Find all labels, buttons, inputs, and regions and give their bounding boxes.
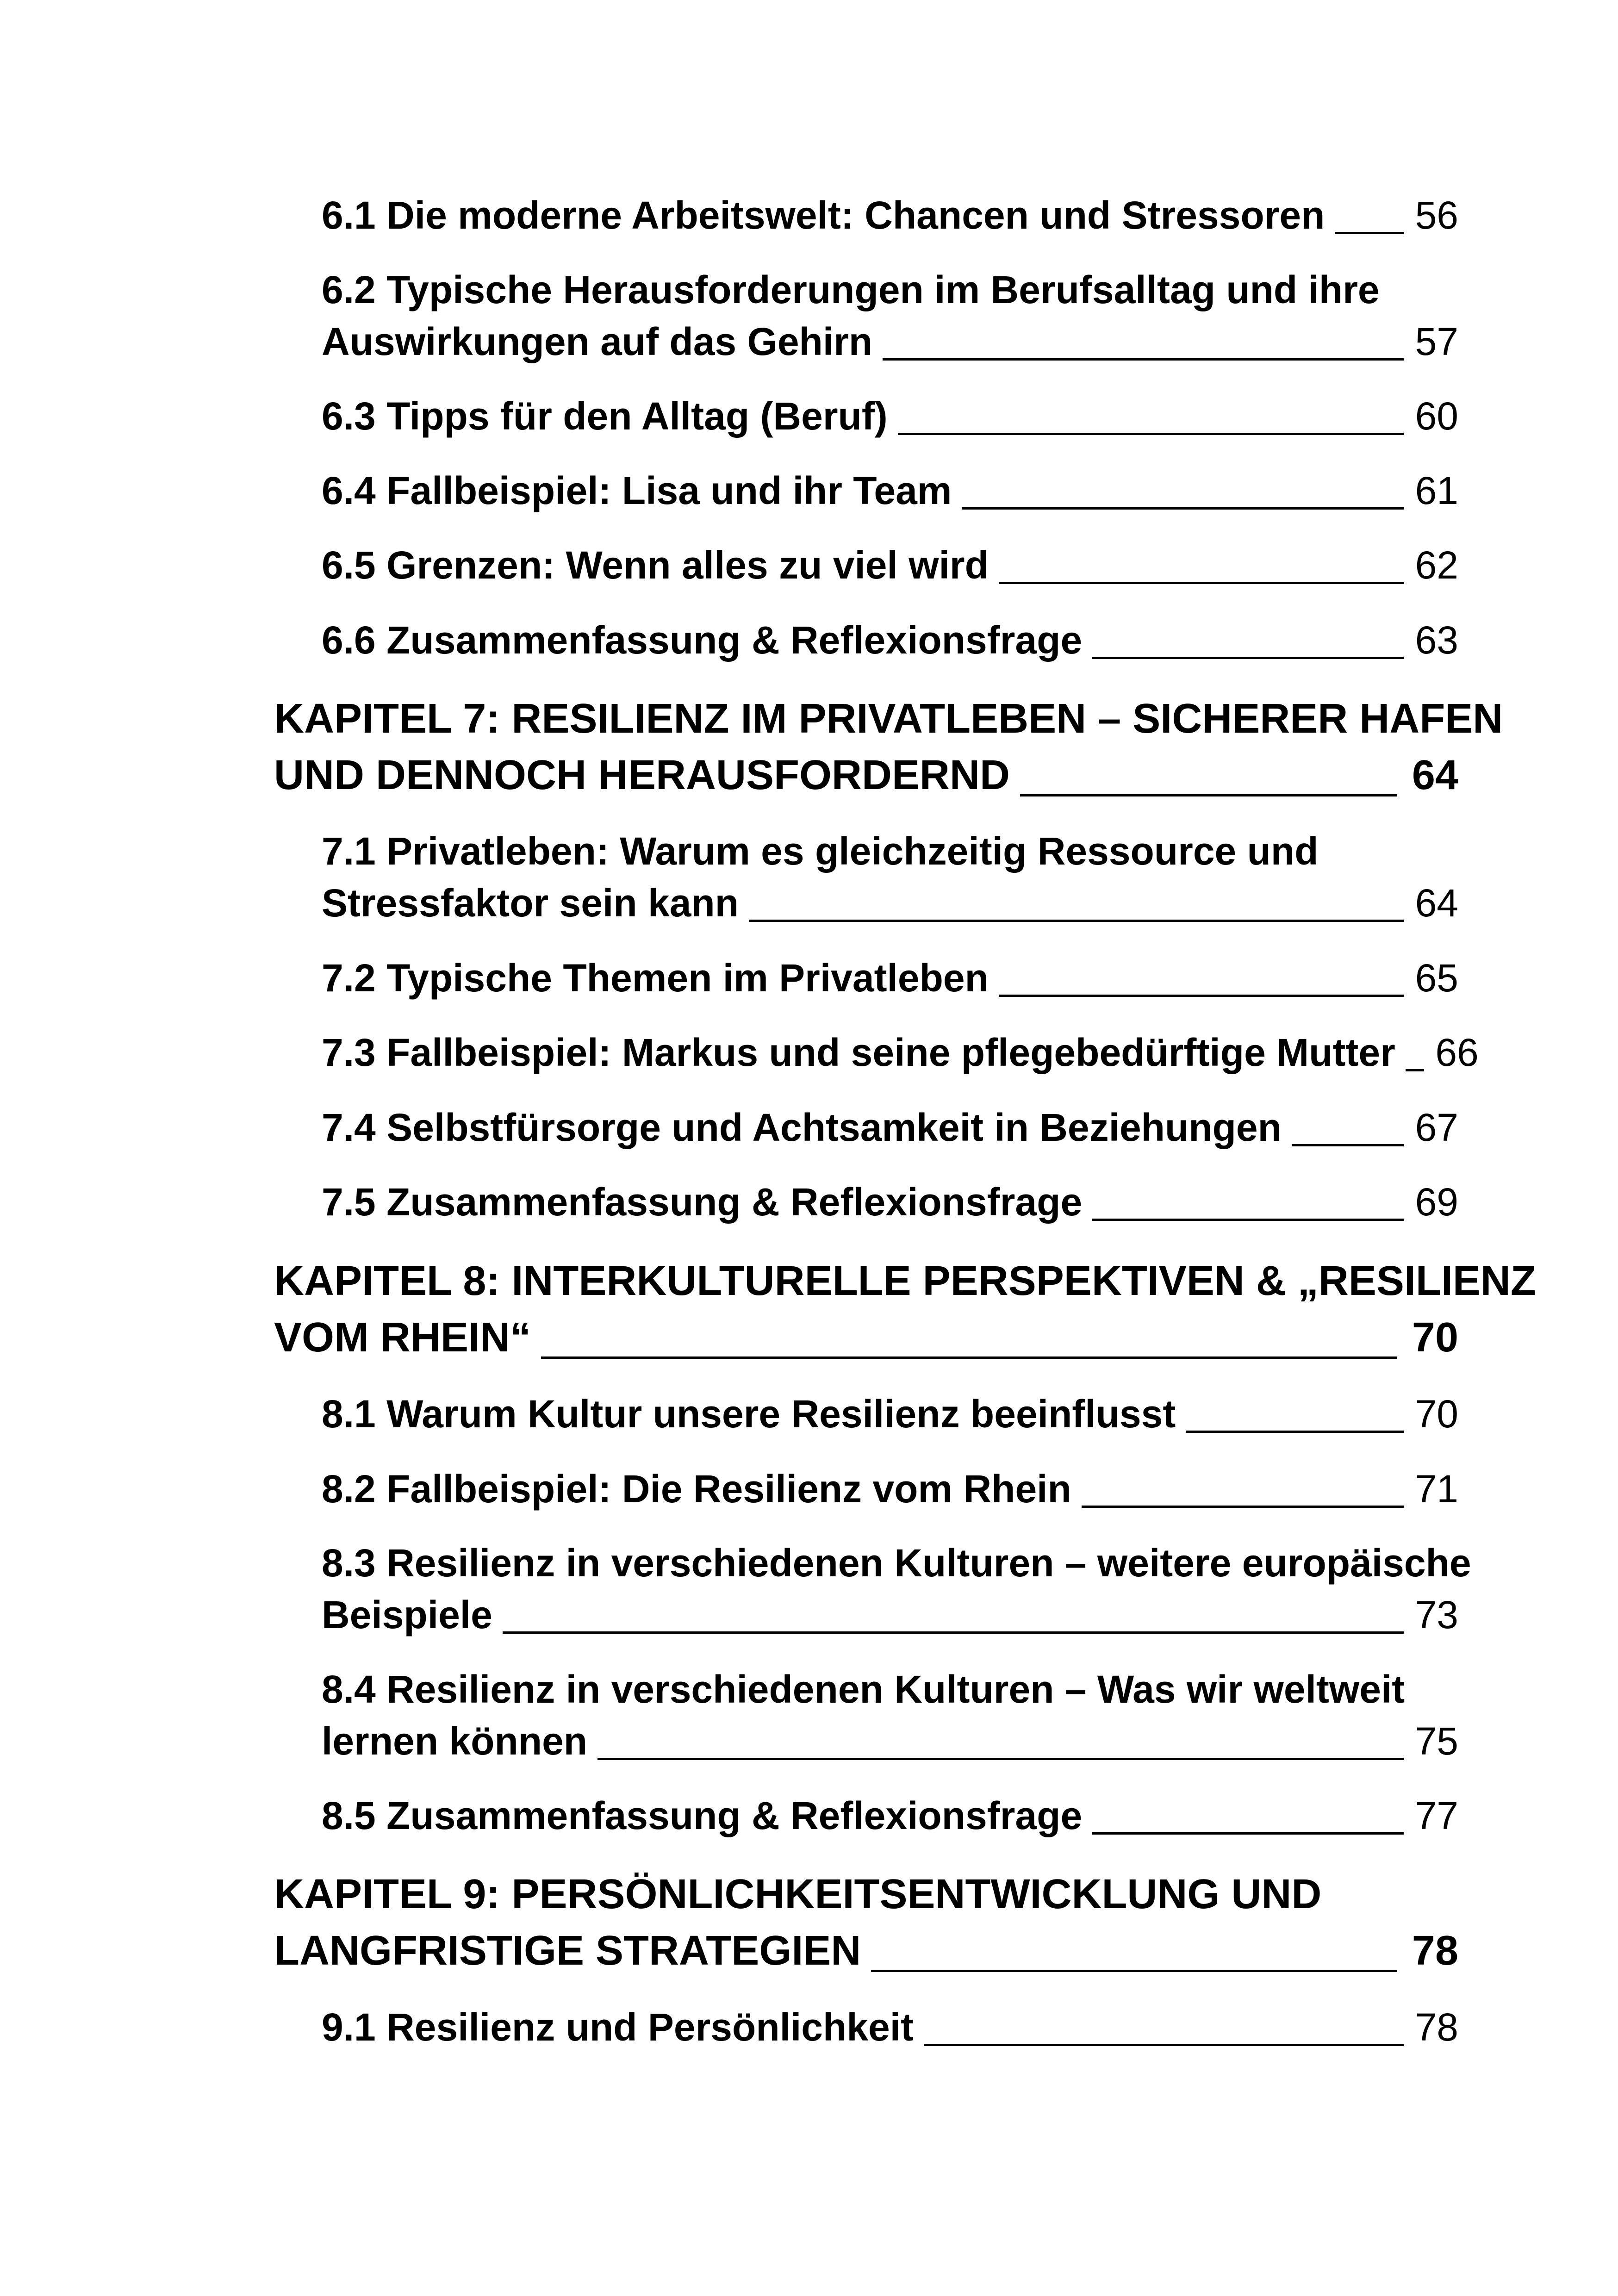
toc-chapter-9-line1[interactable]: KAPITEL 9: PERSÖNLICHKEITSENTWICKLUNG UND <box>274 1871 1322 1917</box>
toc-page-number: 77 <box>1415 1794 1458 1837</box>
toc-entry-6-5[interactable] <box>322 539 1458 591</box>
toc-leader <box>898 433 1404 435</box>
toc-entry-title: lernen können <box>322 1719 588 1763</box>
toc-leader <box>1292 1144 1404 1146</box>
toc-page-number: 62 <box>1415 543 1458 587</box>
toc-page-number: 75 <box>1415 1719 1458 1763</box>
toc-page-number: 63 <box>1415 618 1458 662</box>
toc-leader <box>597 1758 1404 1760</box>
toc-entry-title: 8.1 Warum Kultur unsere Resilienz beeinflusst <box>322 1392 1176 1436</box>
toc-entry-8-2[interactable] <box>322 1462 1458 1515</box>
toc-page-number: 64 <box>1415 881 1458 925</box>
toc-entry-6-6[interactable] <box>322 614 1458 666</box>
toc-page-number: 57 <box>1415 320 1458 363</box>
toc-entry-8-1[interactable] <box>322 1388 1458 1440</box>
toc-entry-7-5[interactable] <box>322 1176 1458 1228</box>
toc-leader <box>883 358 1404 361</box>
toc-chapter-8[interactable] <box>274 1309 1458 1366</box>
toc-entry-title: 7.4 Selbstfürsorge und Achtsamkeit in Beziehungen <box>322 1106 1282 1149</box>
toc-leader <box>871 1970 1397 1972</box>
toc-entry-8-3-line1[interactable]: 8.3 Resilienz in verschiedenen Kulturen – weitere europäische <box>322 1541 1471 1585</box>
toc-entry-8-4-line1[interactable]: 8.4 Resilienz in verschiedenen Kulturen – Was wir weltweit <box>322 1668 1405 1711</box>
toc-entry-8-3[interactable] <box>322 1588 1458 1641</box>
toc-entry-7-1-line1[interactable]: 7.1 Privatleben: Warum es gleichzeitig Ressource und <box>322 829 1319 873</box>
toc-entry-title: 8.5 Zusammenfassung & Reflexionsfrage <box>322 1794 1083 1837</box>
toc-leader <box>1092 1832 1404 1835</box>
toc-page-number: 60 <box>1415 394 1458 438</box>
toc-entry-6-4[interactable] <box>322 464 1458 517</box>
toc-leader <box>541 1356 1397 1359</box>
toc-leader <box>962 507 1404 510</box>
toc-page-number: 56 <box>1415 193 1458 237</box>
toc-entry-6-1[interactable] <box>322 189 1458 242</box>
toc-entry-title: Auswirkungen auf das Gehirn <box>322 320 873 363</box>
toc-leader <box>503 1631 1404 1634</box>
toc-entry-title: 7.2 Typische Themen im Privatleben <box>322 956 989 1000</box>
toc-entry-7-2[interactable] <box>322 952 1458 1004</box>
toc-page-number: 70 <box>1412 1314 1458 1361</box>
toc-page-number: 65 <box>1415 956 1458 1000</box>
toc-chapter-7-line1[interactable]: KAPITEL 7: RESILIENZ IM PRIVATLEBEN – SICHERER HAFEN <box>274 696 1503 742</box>
toc-entry-7-1[interactable] <box>322 877 1458 929</box>
toc-chapter-title: LANGFRISTIGE STRATEGIEN <box>274 1928 861 1974</box>
toc-entry-title: 8.2 Fallbeispiel: Die Resilienz vom Rhein <box>322 1467 1071 1511</box>
toc-entry-title: 6.3 Tipps für den Alltag (Beruf) <box>322 394 888 438</box>
toc-entry-title: 6.4 Fallbeispiel: Lisa und ihr Team <box>322 469 952 512</box>
toc-leader <box>924 2044 1404 2046</box>
toc-chapter-title: UND DENNOCH HERAUSFORDERND <box>274 752 1010 798</box>
toc-page-number: 71 <box>1415 1467 1458 1511</box>
toc-chapter-9[interactable] <box>274 1922 1458 1979</box>
toc-leader <box>1092 1219 1404 1221</box>
toc-leader <box>1082 1506 1404 1508</box>
toc-page-number: 66 <box>1435 1031 1479 1074</box>
toc-entry-8-4[interactable] <box>322 1715 1458 1767</box>
toc-entry-title: 6.1 Die moderne Arbeitswelt: Chancen und Stressoren <box>322 193 1325 237</box>
toc-entry-6-2[interactable] <box>322 315 1458 368</box>
toc-entry-title: 7.3 Fallbeispiel: Markus und seine pflegebedürftige Mutter <box>322 1031 1395 1074</box>
toc-entry-title: Stressfaktor sein kann <box>322 881 739 925</box>
toc-entry-title: Beispiele <box>322 1593 492 1636</box>
toc-chapter-title: VOM RHEIN“ <box>274 1314 531 1361</box>
toc-entry-8-5[interactable] <box>322 1789 1458 1842</box>
toc-leader <box>749 920 1404 922</box>
toc-entry-title: 6.6 Zusammenfassung & Reflexionsfrage <box>322 618 1083 662</box>
toc-page-number: 70 <box>1415 1392 1458 1436</box>
toc-leader <box>1092 657 1404 659</box>
toc-chapter-8-line1[interactable]: KAPITEL 8: INTERKULTURELLE PERSPEKTIVEN & „RESILIENZ <box>274 1258 1536 1304</box>
toc-leader <box>1335 232 1404 234</box>
toc-page-number: 69 <box>1415 1180 1458 1224</box>
toc-entry-6-2-line1[interactable]: 6.2 Typische Herausforderungen im Berufsalltag und ihre <box>322 268 1380 311</box>
toc-entry-title: 7.5 Zusammenfassung & Reflexionsfrage <box>322 1180 1083 1224</box>
toc-entry-9-1[interactable] <box>322 2001 1458 2053</box>
toc-leader <box>999 582 1404 584</box>
toc-page-number: 61 <box>1415 469 1458 512</box>
toc-entry-6-3[interactable] <box>322 390 1458 442</box>
toc-page-number: 73 <box>1415 1593 1458 1636</box>
toc-leader <box>1020 794 1397 796</box>
toc-leader <box>1186 1431 1404 1433</box>
toc-page-number: 64 <box>1412 752 1458 798</box>
toc-page-number: 67 <box>1415 1106 1458 1149</box>
toc-leader <box>1406 1069 1424 1071</box>
toc-entry-7-3[interactable] <box>322 1026 1479 1079</box>
toc-chapter-7[interactable] <box>274 747 1458 804</box>
toc-entry-title: 9.1 Resilienz und Persönlichkeit <box>322 2005 914 2049</box>
toc-page-number: 78 <box>1412 1928 1458 1974</box>
toc-leader <box>999 995 1404 997</box>
toc-entry-title: 6.5 Grenzen: Wenn alles zu viel wird <box>322 543 989 587</box>
toc-entry-7-4[interactable] <box>322 1101 1458 1154</box>
toc-page-number: 78 <box>1415 2005 1458 2049</box>
